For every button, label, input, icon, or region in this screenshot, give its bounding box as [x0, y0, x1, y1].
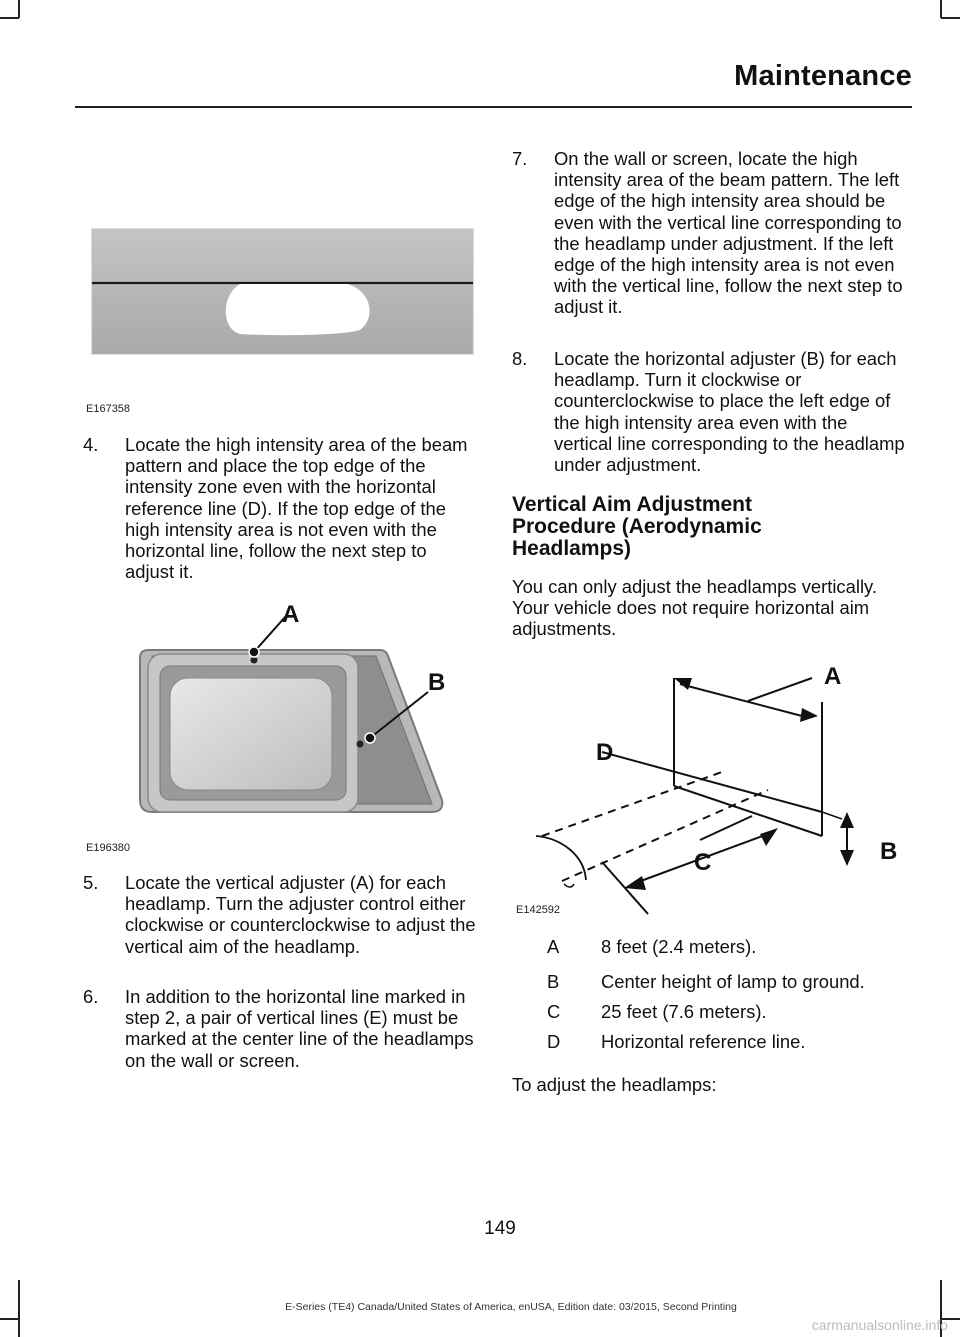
step-text: Locate the horizontal adjuster (B) for each headlamp. Turn it clockwise or counterclockwise to place the left edge of the high intensity area even with the vertical line corresponding to the headlamp under adjustment.: [554, 348, 905, 476]
figure-beam-pattern: [90, 226, 475, 356]
step-number: 6.: [83, 986, 99, 1007]
page-number: 149: [484, 1218, 516, 1239]
legend-key: B: [547, 971, 560, 992]
legend-key: A: [547, 936, 560, 957]
crop-mark-top-left-h: [0, 17, 19, 19]
crop-mark-top-left-v: [18, 0, 20, 18]
label-d: D: [596, 739, 614, 766]
step-text: Locate the high intensity area of the beam pattern and place the top edge of the intensity zone even with the horizontal reference line (D). If the top edge of the high intensity area is not even with the horizontal line, follow the next step to adjust it.: [125, 434, 468, 583]
page-title: Maintenance: [734, 60, 912, 92]
step-number: 4.: [83, 434, 99, 455]
legend-value: Horizontal reference line.: [601, 1031, 806, 1052]
step-number: 8.: [512, 348, 528, 369]
section-intro: You can only adjust the headlamps vertically. Your vehicle does not require horizontal aim adjustments.: [512, 576, 877, 640]
figure-id-e167358: E167358: [86, 403, 131, 415]
figure-id-e196380: E196380: [86, 842, 131, 854]
legend-value: 8 feet (2.4 meters).: [601, 936, 757, 957]
figure-id-e142592: E142592: [516, 904, 561, 916]
step-text: On the wall or screen, locate the high intensity area of the beam pattern. The left edge of the high intensity area should be even with the vertical line corresponding to the headlamp under adjustment. If the left edge of the high intensity area is not even with the vertical line, follow the next step to adjust it.: [554, 148, 903, 318]
crop-mark-top-right-v: [940, 0, 942, 18]
step-number: 5.: [83, 872, 99, 893]
closing-text: To adjust the headlamps:: [512, 1074, 717, 1095]
header-rule: [75, 106, 912, 108]
legend-key: C: [547, 1001, 561, 1022]
legend-value: 25 feet (7.6 meters).: [601, 1001, 767, 1022]
step-text: Locate the vertical adjuster (A) for each headlamp. Turn the adjuster control either clockwise or counterclockwise to adjust the vertical aim of the headlamp.: [125, 872, 476, 957]
legend-key: D: [547, 1031, 561, 1052]
section-heading: Vertical Aim Adjustment Procedure (Aerodynamic Headlamps): [512, 493, 762, 560]
legend-value: Center height of lamp to ground.: [601, 971, 865, 992]
step-text: In addition to the horizontal line marked in step 2, a pair of vertical lines (E) must be marked at the center line of the headlamps on the wall or screen.: [125, 986, 474, 1071]
crop-mark-top-right-h: [941, 17, 960, 19]
step-number: 7.: [512, 148, 528, 169]
watermark: carmanualsonline.info: [811, 1317, 948, 1333]
label-b: B: [880, 838, 898, 865]
figure-aim-diagram: [512, 656, 912, 916]
label-a: A: [824, 663, 842, 690]
label-b: B: [428, 669, 446, 696]
label-c: C: [694, 849, 712, 876]
label-a: A: [282, 601, 300, 628]
footer-edition: E-Series (TE4) Canada/United States of America, enUSA, Edition date: 03/2015, Second Printing: [285, 1301, 737, 1313]
figure-headlamp-adjusters: [130, 594, 450, 820]
